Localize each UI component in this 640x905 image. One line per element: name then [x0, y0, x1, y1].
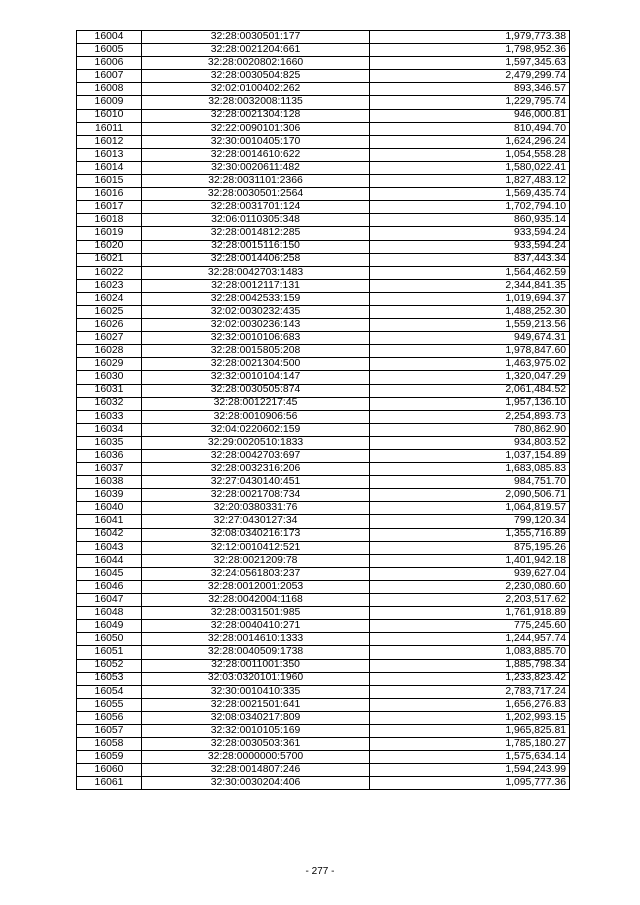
- row-id-cell: 16035: [77, 436, 142, 449]
- table-row: [77, 764, 570, 777]
- table-row: [77, 31, 570, 44]
- cadastral-number-cell: 32:28:0012217:45: [142, 397, 370, 410]
- table-row: [77, 266, 570, 279]
- cadastral-number-cell: 32:28:0012001:2053: [142, 580, 370, 593]
- amount-cell: 1,202,993.15: [370, 711, 570, 724]
- table-row: [77, 214, 570, 227]
- amount-cell: 934,803.52: [370, 436, 570, 449]
- amount-cell: 1,037,154.89: [370, 450, 570, 463]
- cadastral-number-cell: 32:28:0042703:1483: [142, 266, 370, 279]
- amount-cell: 1,683,085.83: [370, 463, 570, 476]
- amount-cell: 2,061,484.52: [370, 384, 570, 397]
- row-id-cell: 16061: [77, 777, 142, 790]
- amount-cell: 1,054,558.28: [370, 148, 570, 161]
- amount-cell: 1,229,795.74: [370, 96, 570, 109]
- amount-cell: 1,559,213.56: [370, 319, 570, 332]
- row-id-cell: 16006: [77, 57, 142, 70]
- row-id-cell: 16027: [77, 332, 142, 345]
- row-id-cell: 16014: [77, 161, 142, 174]
- cadastral-number-cell: 32:28:0042004:1168: [142, 594, 370, 607]
- row-id-cell: 16016: [77, 188, 142, 201]
- table-row: [77, 423, 570, 436]
- cadastral-number-cell: 32:30:0010405:170: [142, 135, 370, 148]
- cadastral-number-cell: 32:08:0340217:809: [142, 711, 370, 724]
- cadastral-number-cell: 32:28:0040410:271: [142, 620, 370, 633]
- amount-cell: 893,346.57: [370, 83, 570, 96]
- cadastral-number-cell: 32:28:0021304:128: [142, 109, 370, 122]
- amount-cell: 2,230,080.60: [370, 580, 570, 593]
- cadastral-number-cell: 32:28:0014812:285: [142, 227, 370, 240]
- registry-table-body: [77, 31, 570, 790]
- table-row: [77, 659, 570, 672]
- table-row: [77, 332, 570, 345]
- row-id-cell: 16055: [77, 698, 142, 711]
- table-row: [77, 751, 570, 764]
- row-id-cell: 16047: [77, 594, 142, 607]
- amount-cell: 1,785,180.27: [370, 738, 570, 751]
- row-id-cell: 16059: [77, 751, 142, 764]
- row-id-cell: 16018: [77, 214, 142, 227]
- row-id-cell: 16046: [77, 580, 142, 593]
- row-id-cell: 16024: [77, 292, 142, 305]
- row-id-cell: 16043: [77, 541, 142, 554]
- cadastral-number-cell: 32:06:0110305:348: [142, 214, 370, 227]
- cadastral-number-cell: 32:28:0011001:350: [142, 659, 370, 672]
- table-row: [77, 580, 570, 593]
- amount-cell: 1,244,957.74: [370, 633, 570, 646]
- cadastral-number-cell: 32:28:0000000:5700: [142, 751, 370, 764]
- amount-cell: 933,594.24: [370, 240, 570, 253]
- cadastral-number-cell: 32:28:0030501:177: [142, 31, 370, 44]
- registry-table: [76, 30, 570, 790]
- row-id-cell: 16037: [77, 463, 142, 476]
- amount-cell: 1,564,462.59: [370, 266, 570, 279]
- row-id-cell: 16013: [77, 148, 142, 161]
- cadastral-number-cell: 32:28:0021501:641: [142, 698, 370, 711]
- table-row: [77, 384, 570, 397]
- cadastral-number-cell: 32:28:0030503:361: [142, 738, 370, 751]
- row-id-cell: 16054: [77, 685, 142, 698]
- row-id-cell: 16034: [77, 423, 142, 436]
- cadastral-number-cell: 32:32:0010104:147: [142, 371, 370, 384]
- amount-cell: 1,355,716.89: [370, 528, 570, 541]
- row-id-cell: 16060: [77, 764, 142, 777]
- table-row: [77, 253, 570, 266]
- cadastral-number-cell: 32:28:0030504:825: [142, 70, 370, 83]
- row-id-cell: 16044: [77, 554, 142, 567]
- table-row: [77, 358, 570, 371]
- amount-cell: 1,488,252.30: [370, 305, 570, 318]
- cadastral-number-cell: 32:28:0031501:985: [142, 607, 370, 620]
- amount-cell: 810,494.70: [370, 122, 570, 135]
- row-id-cell: 16048: [77, 607, 142, 620]
- table-row: [77, 620, 570, 633]
- amount-cell: 1,019,694.37: [370, 292, 570, 305]
- cadastral-number-cell: 32:28:0014406:258: [142, 253, 370, 266]
- table-row: [77, 436, 570, 449]
- row-id-cell: 16058: [77, 738, 142, 751]
- row-id-cell: 16033: [77, 410, 142, 423]
- amount-cell: 1,957,136.10: [370, 397, 570, 410]
- amount-cell: 780,862.90: [370, 423, 570, 436]
- amount-cell: 1,978,847.60: [370, 345, 570, 358]
- row-id-cell: 16010: [77, 109, 142, 122]
- row-id-cell: 16022: [77, 266, 142, 279]
- row-id-cell: 16056: [77, 711, 142, 724]
- row-id-cell: 16045: [77, 567, 142, 580]
- cadastral-number-cell: 32:28:0021304:500: [142, 358, 370, 371]
- cadastral-number-cell: 32:29:0020510:1833: [142, 436, 370, 449]
- amount-cell: 1,979,773.38: [370, 31, 570, 44]
- cadastral-number-cell: 32:28:0021204:661: [142, 44, 370, 57]
- amount-cell: 860,935.14: [370, 214, 570, 227]
- row-id-cell: 16015: [77, 175, 142, 188]
- row-id-cell: 16049: [77, 620, 142, 633]
- cadastral-number-cell: 32:08:0340216:173: [142, 528, 370, 541]
- table-row: [77, 161, 570, 174]
- row-id-cell: 16025: [77, 305, 142, 318]
- row-id-cell: 16030: [77, 371, 142, 384]
- amount-cell: 1,965,825.81: [370, 724, 570, 737]
- amount-cell: 1,083,885.70: [370, 646, 570, 659]
- table-row: [77, 502, 570, 515]
- amount-cell: 1,463,975.02: [370, 358, 570, 371]
- amount-cell: 1,885,798.34: [370, 659, 570, 672]
- row-id-cell: 16032: [77, 397, 142, 410]
- table-row: [77, 698, 570, 711]
- cadastral-number-cell: 32:28:0042703:697: [142, 450, 370, 463]
- table-row: [77, 777, 570, 790]
- cadastral-number-cell: 32:27:0430140:451: [142, 476, 370, 489]
- amount-cell: 2,254,893.73: [370, 410, 570, 423]
- cadastral-number-cell: 32:28:0014610:1333: [142, 633, 370, 646]
- cadastral-number-cell: 32:28:0015805:208: [142, 345, 370, 358]
- table-row: [77, 607, 570, 620]
- cadastral-number-cell: 32:28:0015116:150: [142, 240, 370, 253]
- row-id-cell: 16021: [77, 253, 142, 266]
- row-id-cell: 16020: [77, 240, 142, 253]
- row-id-cell: 16040: [77, 502, 142, 515]
- table-row: [77, 96, 570, 109]
- amount-cell: 1,580,022.41: [370, 161, 570, 174]
- amount-cell: 1,827,483.12: [370, 175, 570, 188]
- cadastral-number-cell: 32:04:0220602:159: [142, 423, 370, 436]
- amount-cell: 775,245.60: [370, 620, 570, 633]
- row-id-cell: 16050: [77, 633, 142, 646]
- table-row: [77, 345, 570, 358]
- amount-cell: 946,000.81: [370, 109, 570, 122]
- cadastral-number-cell: 32:30:0010410:335: [142, 685, 370, 698]
- amount-cell: 984,751.70: [370, 476, 570, 489]
- table-row: [77, 227, 570, 240]
- row-id-cell: 16017: [77, 201, 142, 214]
- cadastral-number-cell: 32:28:0031701:124: [142, 201, 370, 214]
- cadastral-number-cell: 32:28:0014610:622: [142, 148, 370, 161]
- row-id-cell: 16007: [77, 70, 142, 83]
- cadastral-number-cell: 32:28:0040509:1738: [142, 646, 370, 659]
- amount-cell: 1,594,243.99: [370, 764, 570, 777]
- amount-cell: 1,702,794.10: [370, 201, 570, 214]
- amount-cell: 1,597,345.63: [370, 57, 570, 70]
- amount-cell: 837,443.34: [370, 253, 570, 266]
- amount-cell: 933,594.24: [370, 227, 570, 240]
- cadastral-number-cell: 32:28:0032008:1135: [142, 96, 370, 109]
- table-row: [77, 319, 570, 332]
- row-id-cell: 16026: [77, 319, 142, 332]
- table-row: [77, 541, 570, 554]
- cadastral-number-cell: 32:28:0030501:2564: [142, 188, 370, 201]
- row-id-cell: 16004: [77, 31, 142, 44]
- amount-cell: 949,674.31: [370, 332, 570, 345]
- table-row: [77, 109, 570, 122]
- table-row: [77, 240, 570, 253]
- cadastral-number-cell: 32:28:0032316:206: [142, 463, 370, 476]
- row-id-cell: 16008: [77, 83, 142, 96]
- amount-cell: 1,624,296.24: [370, 135, 570, 148]
- amount-cell: 1,233,823.42: [370, 672, 570, 685]
- amount-cell: 1,320,047.29: [370, 371, 570, 384]
- amount-cell: 1,401,942.18: [370, 554, 570, 567]
- table-row: [77, 83, 570, 96]
- cadastral-number-cell: 32:28:0012117:131: [142, 279, 370, 292]
- table-row: [77, 738, 570, 751]
- row-id-cell: 16036: [77, 450, 142, 463]
- amount-cell: 2,783,717.24: [370, 685, 570, 698]
- cadastral-number-cell: 32:28:0042533:159: [142, 292, 370, 305]
- table-row: [77, 724, 570, 737]
- cadastral-number-cell: 32:28:0021708:734: [142, 489, 370, 502]
- cadastral-number-cell: 32:28:0030505:874: [142, 384, 370, 397]
- cadastral-number-cell: 32:30:0030204:406: [142, 777, 370, 790]
- row-id-cell: 16057: [77, 724, 142, 737]
- table-row: [77, 292, 570, 305]
- amount-cell: 2,090,506.71: [370, 489, 570, 502]
- row-id-cell: 16023: [77, 279, 142, 292]
- amount-cell: 2,203,517.62: [370, 594, 570, 607]
- row-id-cell: 16042: [77, 528, 142, 541]
- table-row: [77, 672, 570, 685]
- cadastral-number-cell: 32:02:0030232:435: [142, 305, 370, 318]
- amount-cell: 1,095,777.36: [370, 777, 570, 790]
- amount-cell: 2,479,299.74: [370, 70, 570, 83]
- row-id-cell: 16011: [77, 122, 142, 135]
- cadastral-number-cell: 32:12:0010412:521: [142, 541, 370, 554]
- cadastral-number-cell: 32:03:0320101:1960: [142, 672, 370, 685]
- cadastral-number-cell: 32:30:0020611:482: [142, 161, 370, 174]
- row-id-cell: 16019: [77, 227, 142, 240]
- row-id-cell: 16053: [77, 672, 142, 685]
- cadastral-number-cell: 32:32:0010105:169: [142, 724, 370, 737]
- amount-cell: 2,344,841.35: [370, 279, 570, 292]
- amount-cell: 799,120.34: [370, 515, 570, 528]
- table-row: [77, 567, 570, 580]
- cadastral-number-cell: 32:28:0020802:1660: [142, 57, 370, 70]
- table-row: [77, 554, 570, 567]
- row-id-cell: 16031: [77, 384, 142, 397]
- table-row: [77, 633, 570, 646]
- table-row: [77, 57, 570, 70]
- amount-cell: 939,627.04: [370, 567, 570, 580]
- cadastral-number-cell: 32:28:0031101:2366: [142, 175, 370, 188]
- table-row: [77, 188, 570, 201]
- table-row: [77, 371, 570, 384]
- cadastral-number-cell: 32:24:0561803:237: [142, 567, 370, 580]
- table-row: [77, 410, 570, 423]
- table-row: [77, 685, 570, 698]
- row-id-cell: 16029: [77, 358, 142, 371]
- row-id-cell: 16028: [77, 345, 142, 358]
- cadastral-number-cell: 32:28:0021209:78: [142, 554, 370, 567]
- table-row: [77, 135, 570, 148]
- table-row: [77, 489, 570, 502]
- amount-cell: 875,195.26: [370, 541, 570, 554]
- row-id-cell: 16041: [77, 515, 142, 528]
- amount-cell: 1,575,634.14: [370, 751, 570, 764]
- cadastral-number-cell: 32:28:0014807:246: [142, 764, 370, 777]
- cadastral-number-cell: 32:20:0380331:76: [142, 502, 370, 515]
- amount-cell: 1,656,276.83: [370, 698, 570, 711]
- row-id-cell: 16038: [77, 476, 142, 489]
- table-row: [77, 122, 570, 135]
- table-row: [77, 305, 570, 318]
- table-row: [77, 148, 570, 161]
- table-row: [77, 515, 570, 528]
- row-id-cell: 16012: [77, 135, 142, 148]
- table-row: [77, 476, 570, 489]
- table-row: [77, 450, 570, 463]
- amount-cell: 1,798,952.36: [370, 44, 570, 57]
- amount-cell: 1,761,918.89: [370, 607, 570, 620]
- table-row: [77, 279, 570, 292]
- amount-cell: 1,569,435.74: [370, 188, 570, 201]
- cadastral-number-cell: 32:02:0030236:143: [142, 319, 370, 332]
- row-id-cell: 16005: [77, 44, 142, 57]
- table-row: [77, 463, 570, 476]
- cadastral-number-cell: 32:27:0430127:34: [142, 515, 370, 528]
- table-row: [77, 201, 570, 214]
- table-row: [77, 175, 570, 188]
- row-id-cell: 16051: [77, 646, 142, 659]
- table-row: [77, 397, 570, 410]
- row-id-cell: 16009: [77, 96, 142, 109]
- table-row: [77, 646, 570, 659]
- page-number: - 277 -: [305, 866, 335, 877]
- table-row: [77, 44, 570, 57]
- cadastral-number-cell: 32:32:0010106:683: [142, 332, 370, 345]
- table-row: [77, 528, 570, 541]
- row-id-cell: 16052: [77, 659, 142, 672]
- table-row: [77, 594, 570, 607]
- table-row: [77, 711, 570, 724]
- cadastral-number-cell: 32:28:0010906:56: [142, 410, 370, 423]
- amount-cell: 1,064,819.57: [370, 502, 570, 515]
- table-row: [77, 70, 570, 83]
- cadastral-number-cell: 32:22:0090101:306: [142, 122, 370, 135]
- row-id-cell: 16039: [77, 489, 142, 502]
- cadastral-number-cell: 32:02:0100402:262: [142, 83, 370, 96]
